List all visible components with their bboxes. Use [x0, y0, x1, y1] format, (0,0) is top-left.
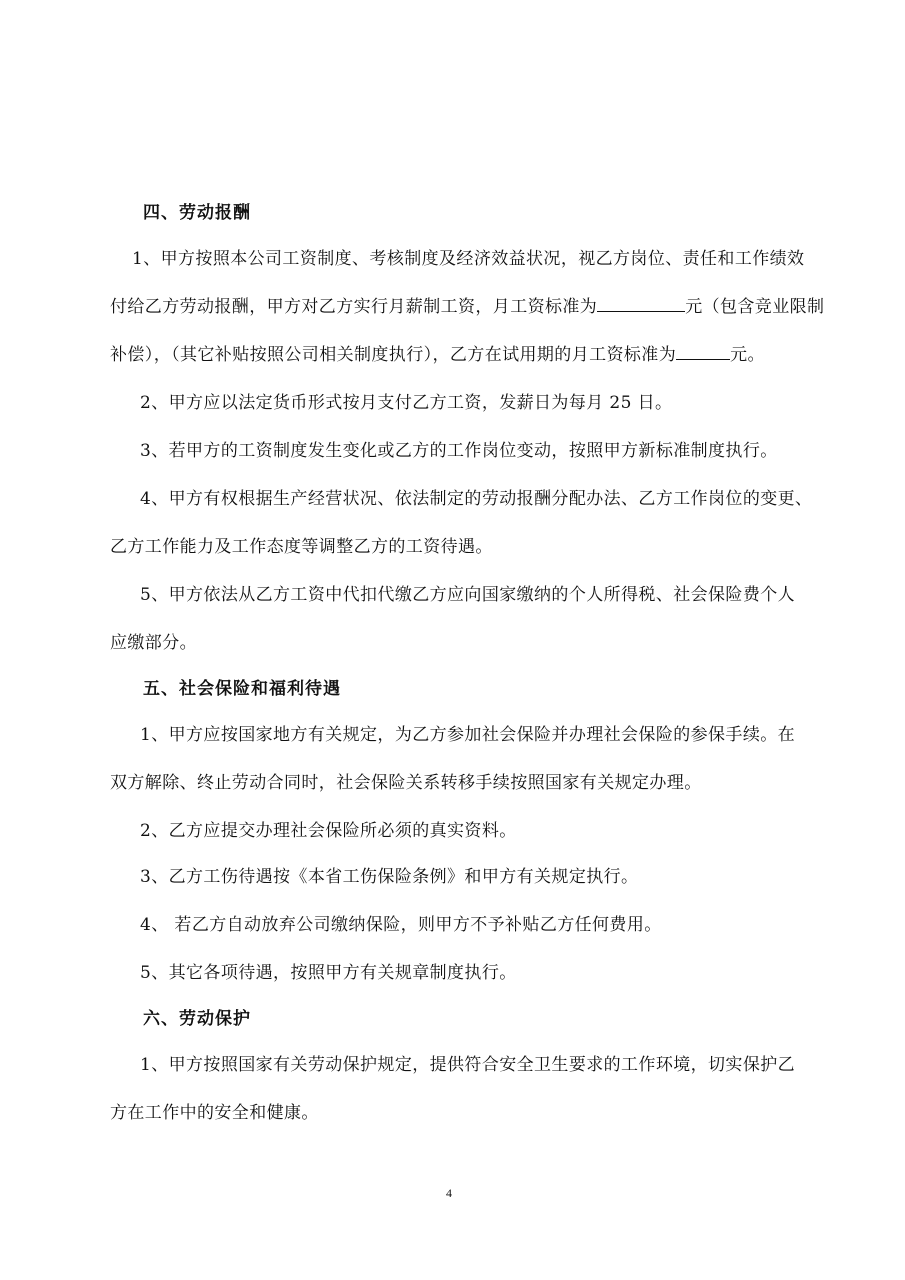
s5-p1-line2: 双方解除、终止劳动合同时，社会保险关系转移手续按照国家有关规定办理。	[110, 773, 702, 793]
s5-p3: 3、乙方工伤待遇按《本省工伤保险条例》和甲方有关规定执行。	[140, 867, 639, 887]
page-number: 4	[446, 1186, 452, 1200]
s4-p3: 3、若甲方的工资制度发生变化或乙方的工作岗位变动，按照甲方新标准制度执行。	[140, 441, 778, 461]
section-heading-5: 五、社会保险和福利待遇	[143, 679, 341, 699]
s5-p5: 5、其它各项待遇，按照甲方有关规章制度执行。	[140, 963, 517, 983]
section-heading-6: 六、劳动保护	[143, 1009, 251, 1029]
s4-p2: 2、甲方应以法定货币形式按月支付乙方工资，发薪日为每月 25 日。	[140, 393, 673, 413]
s4-p5-line1: 5、甲方依法从乙方工资中代扣代缴乙方应向国家缴纳的个人所得税、社会保险费个人	[140, 585, 796, 605]
s4-p5-line2: 应缴部分。	[110, 633, 197, 653]
s4-p1-line3-tail: 元。	[730, 345, 765, 365]
s5-p2: 2、乙方应提交办理社会保险所必须的真实资料。	[140, 821, 517, 841]
s5-p4: 4、 若乙方自动放弃公司缴纳保险，则甲方不予补贴乙方任何费用。	[140, 915, 662, 935]
s5-p1-line1: 1、甲方应按国家地方有关规定，为乙方参加社会保险并办理社会保险的参保手续。在	[140, 725, 796, 745]
s6-p1-line1: 1、甲方按照国家有关劳动保护规定，提供符合安全卫生要求的工作环境，切实保护乙	[140, 1055, 796, 1075]
s4-p4-line2: 乙方工作能力及工作态度等调整乙方的工资待遇。	[110, 537, 493, 557]
section-heading-4: 四、劳动报酬	[143, 203, 251, 223]
s4-p1-line2-text: 付给乙方劳动报酬，甲方对乙方实行月薪制工资，月工资标准为	[110, 297, 598, 317]
s4-p1-line3-text: 补偿），（其它补贴按照公司相关制度执行），乙方在试用期的月工资标准为	[110, 345, 677, 365]
probation-salary-blank	[676, 343, 730, 360]
s4-p1-line3	[110, 340, 765, 365]
s4-p1-line2	[110, 292, 824, 317]
s4-p4-line1: 4、甲方有权根据生产经营状况、依法制定的劳动报酬分配办法、乙方工作岗位的变更、	[140, 489, 813, 509]
s4-p1-line1: 1、甲方按照本公司工资制度、考核制度及经济效益状况，视乙方岗位、责任和工作绩效	[132, 249, 805, 269]
s4-p1-line2-tail: 元（包含竞业限制	[685, 297, 825, 317]
salary-blank	[597, 295, 685, 312]
s6-p1-line2: 方在工作中的安全和健康。	[110, 1103, 319, 1123]
